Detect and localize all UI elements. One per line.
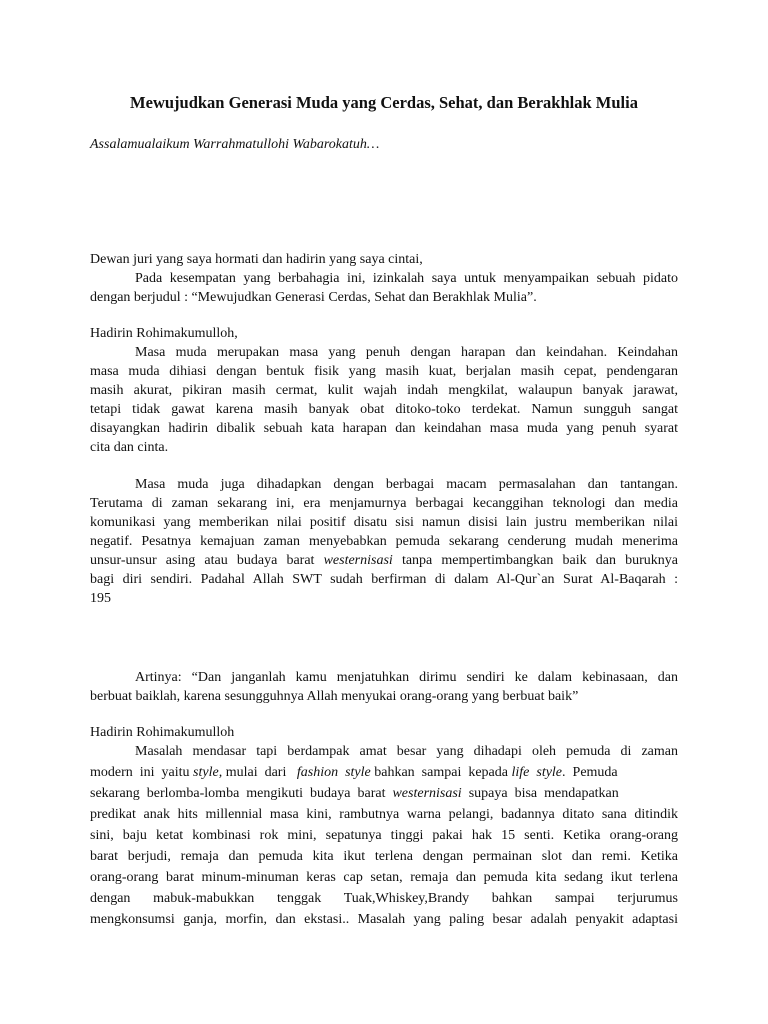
text-line: masih akurat, pikiran masih cermat, kulit wajah indah mengkilat, walaupun banyak jarawat, [90,383,678,398]
greeting: Assalamualaikum Warrahmatullohi Wabarokatuh… [90,137,380,152]
text-line: bagi diri sendiri. Padahal Allah SWT sudah berfirman di dalam Al-Qur`an Surat Al-Baqarah : [90,572,678,587]
text-line: tetapi tidak gawat karena masih banyak obat ditoko-toko terdekat. Namun sungguh sangat [90,402,678,417]
text-line: Masa muda juga dihadapkan dengan berbagai macam permasalahan dan tantangan. [135,477,678,492]
italic-term: westernisasi [392,786,462,801]
text-line: barat berjudi, remaja dan pemuda kita ikut terlena dengan permainan slot dan remi. Ketika [90,849,678,864]
text-span: unsur-unsur asing atau budaya barat [90,553,324,568]
document-title: Mewujudkan Generasi Muda yang Cerdas, Sehat, dan Berakhlak Mulia [130,93,638,112]
text-line: Artinya: “Dan janganlah kamu menjatuhkan dirimu sendiri ke dalam kebinasaan, dan [135,670,678,685]
text-line [90,763,678,782]
text-line: sini, baju ketat kombinasi rok mini, sepatunya tinggi pakai hak 15 senti. Ketika orang-orang [90,828,678,843]
text-line: predikat anak hits millennial masa kini, rambutnya warna pelangi, badannya ditato sana ditindik [90,807,678,822]
text-line: orang-orang barat minum-minuman keras cap setan, remaja dan pemuda kita sedang ikut terlena [90,870,678,885]
text-line: Masalah mendasar tapi berdampak amat besar yang dihadapi oleh pemuda di zaman [135,744,678,759]
text-line: Masa muda merupakan masa yang penuh dengan harapan dan keindahan. Keindahan [135,345,678,360]
text-line: negatif. Pesatnya kemajuan zaman menyebabkan pemuda sekarang cenderung mudah menerima [90,534,678,549]
text-line: 195 [90,591,111,606]
text-span: modern ini yaitu [90,765,194,780]
text-span: mulai dari [222,765,297,780]
text-line: Hadirin Rohimakumulloh, [90,326,238,341]
text-line [90,551,678,570]
text-line: disayangkan hadirin dibalik sebuah kata harapan dan keindahan masa muda yang penuh syarat [90,421,678,436]
text-line: Terutama di zaman sekarang ini, era menjamurnya berbagai kecanggihan teknologi dan media [90,496,678,511]
text-line [90,784,678,803]
text-line: masa muda dihiasi dengan bentuk fisik yang masih kuat, berjalan masih cepat, pendengaran [90,364,678,379]
italic-term: westernisasi [323,553,393,568]
text-line: Pada kesempatan yang berbahagia ini, izinkalah saya untuk menyampaikan sebuah pidato [135,271,678,286]
text-line: dengan berjudul : “Mewujudkan Generasi Cerdas, Sehat dan Berakhlak Mulia”. [90,290,537,305]
text-span: tanpa mempertimbangkan baik dan buruknya [392,553,678,568]
text-line: Dewan juri yang saya hormati dan hadirin yang saya cintai, [90,252,423,267]
text-line: berbuat baiklah, karena sesungguhnya Allah menyukai orang-orang yang berbuat baik” [90,689,579,704]
italic-term: fashion style [296,765,371,780]
text-line: mengkonsumsi ganja, morfin, dan ekstasi.. Masalah yang paling besar adalah penyakit adaptasi [90,912,678,927]
text-span: supaya bisa mendapatkan [461,786,619,801]
text-line: Hadirin Rohimakumulloh [90,725,235,740]
text-line: cita dan cinta. [90,440,169,455]
text-line: dengan mabuk-mabukkan tenggak Tuak,Whiskey,Brandy bahkan sampai terjurumus [90,891,678,906]
italic-term: style, [193,765,223,780]
text-line: komunikasi yang memberikan nilai positif disatu sisi namun disisi lain justru memberikan nilai [90,515,678,530]
text-span: bahkan sampai kepada [370,765,512,780]
italic-term: life style [511,765,563,780]
text-span: sekarang berlomba-lomba mengikuti budaya barat [90,786,393,801]
text-span: . Pemuda [562,765,618,780]
